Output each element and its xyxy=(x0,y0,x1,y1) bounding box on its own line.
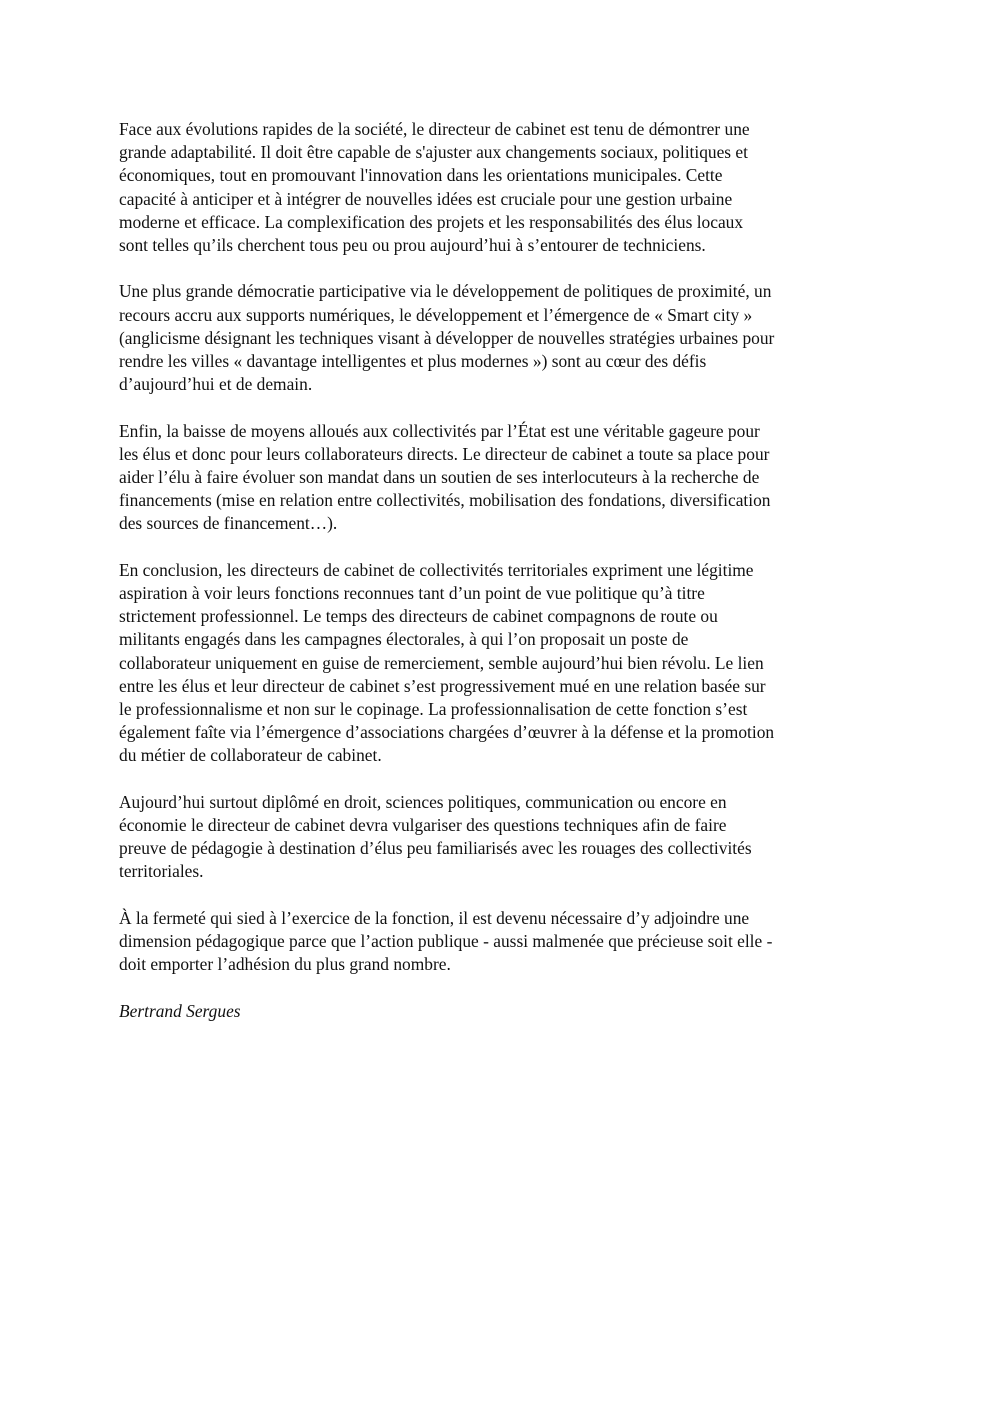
paragraph-line: moderne et efficace. La complexification des projets et les responsabilités des élus locaux xyxy=(119,211,744,232)
paragraph-line: sont telles qu’ils cherchent tous peu ou prou aujourd’hui à s’entourer de techniciens. xyxy=(119,235,706,256)
paragraph-6 xyxy=(119,907,889,977)
paragraph-line: des sources de financement…). xyxy=(119,513,338,534)
paragraph-line: preuve de pédagogie à destination d’élus peu familiarisés avec les rouages des collectivités xyxy=(119,838,752,859)
paragraph-line: aspiration à voir leurs fonctions reconnues tant d’un point de vue politique qu’à titre xyxy=(119,583,705,604)
paragraph-line: militants engagés dans les campagnes électorales, à qui l’on proposait un poste de xyxy=(119,629,689,650)
paragraph-line: dimension pédagogique parce que l’action publique - aussi malmenée que précieuse soit elle - xyxy=(119,931,773,952)
paragraph-line: les élus et donc pour leurs collaborateurs directs. Le directeur de cabinet a toute sa place pour xyxy=(119,443,770,464)
paragraph-line: Face aux évolutions rapides de la société, le directeur de cabinet est tenu de démontrer une xyxy=(119,119,750,139)
paragraph-line: En conclusion, les directeurs de cabinet de collectivités territoriales expriment une légitime xyxy=(119,559,754,580)
paragraph-line: d’aujourd’hui et de demain. xyxy=(119,374,313,395)
paragraph-line: recours accru aux supports numériques, le développement et l’émergence de « Smart city » xyxy=(119,304,753,325)
paragraph-5 xyxy=(119,791,889,884)
paragraph-line: collaborateur uniquement en guise de remerciement, semble aujourd’hui bien révolu. Le lien xyxy=(119,652,764,673)
paragraph-line: territoriales. xyxy=(119,861,204,882)
paragraph-2 xyxy=(119,280,889,396)
paragraph-line: strictement professionnel. Le temps des directeurs de cabinet compagnons de route ou xyxy=(119,606,718,627)
paragraph-line: financements (mise en relation entre collectivités, mobilisation des fondations, diversification xyxy=(119,490,771,511)
paragraph-line: également faîte via l’émergence d’associations chargées d’œuvrer à la défense et la promotion xyxy=(119,722,775,743)
paragraph-4 xyxy=(119,559,889,768)
author-signature: Bertrand Sergues xyxy=(119,1000,241,1021)
paragraph-line: rendre les villes « davantage intelligentes et plus modernes ») sont au cœur des défis xyxy=(119,351,707,372)
paragraph-line: Enfin, la baisse de moyens alloués aux collectivités par l’État est une véritable gageure pour xyxy=(119,420,760,441)
paragraph-line: À la fermeté qui sied à l’exercice de la fonction, il est devenu nécessaire d’y adjoindre une xyxy=(119,907,750,928)
document-body xyxy=(119,118,889,1023)
paragraph-3 xyxy=(119,420,889,536)
paragraph-line: aider l’élu à faire évoluer son mandat dans un soutien de ses interlocuteurs à la recherche de xyxy=(119,467,760,488)
paragraph-line: du métier de collaborateur de cabinet. xyxy=(119,745,382,766)
paragraph-1 xyxy=(119,118,889,257)
paragraph-line: doit emporter l’adhésion du plus grand nombre. xyxy=(119,954,451,975)
paragraph-line: le professionnalisme et non sur le copinage. La professionnalisation de cette fonction s’est xyxy=(119,699,748,720)
paragraph-line: (anglicisme désignant les techniques visant à développer de nouvelles stratégies urbaines pour xyxy=(119,327,775,348)
paragraph-line: Aujourd’hui surtout diplômé en droit, sciences politiques, communication ou encore en xyxy=(119,791,727,812)
paragraph-line: capacité à anticiper et à intégrer de nouvelles idées est cruciale pour une gestion urbaine xyxy=(119,188,733,209)
paragraph-line: économiques, tout en promouvant l'innovation dans les orientations municipales. Cette xyxy=(119,165,723,186)
paragraph-line: grande adaptabilité. Il doit être capable de s'ajuster aux changements sociaux, politiques et xyxy=(119,142,748,163)
paragraph-line: économie le directeur de cabinet devra vulgariser des questions techniques afin de faire xyxy=(119,815,727,836)
paragraph-line: Une plus grande démocratie participative via le développement de politiques de proximité, un xyxy=(119,281,772,302)
paragraph-line: entre les élus et leur directeur de cabinet s’est progressivement mué en une relation basée sur xyxy=(119,675,766,696)
